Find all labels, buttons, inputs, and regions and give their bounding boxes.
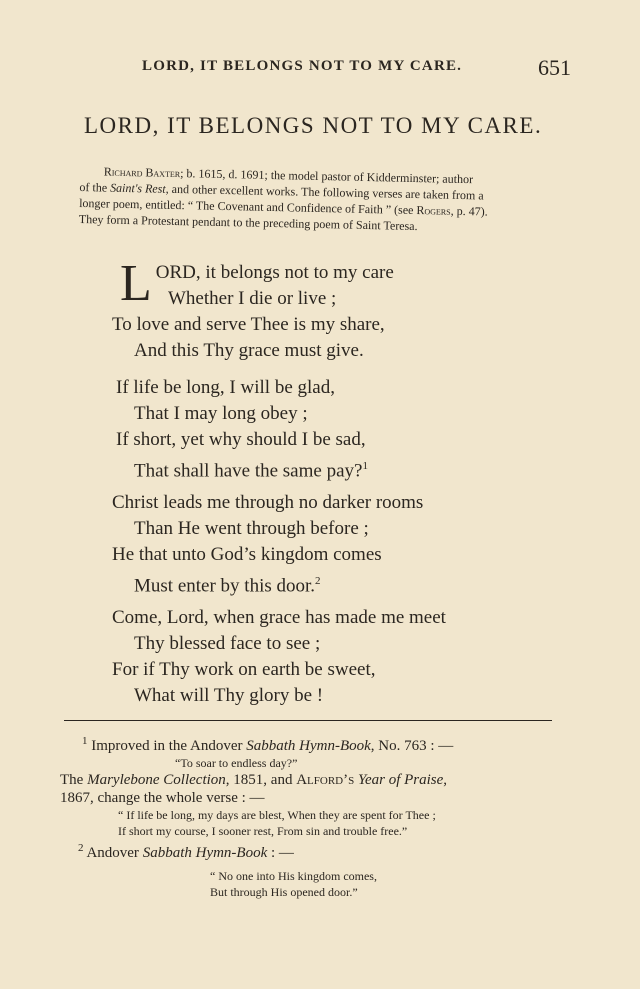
- footnote-text-line: [60, 771, 560, 789]
- poem-line: What will Thy glory be !: [134, 685, 324, 706]
- footnote-text: ,: [443, 772, 448, 788]
- footnote-verse: If short my course, I sooner rest, From sin and trouble free.”: [118, 824, 408, 838]
- author-dates: ; b. 1615, d. 1691; the model pastor of Kidderminster; author: [180, 166, 474, 187]
- footnote-book-title: Sabbath Hymn-Book: [246, 738, 371, 754]
- poem-line: [112, 568, 446, 597]
- stanza: [112, 255, 446, 364]
- footnote-book-title: Year of Praise: [357, 772, 444, 788]
- footnote-author: Alford’s: [296, 772, 355, 788]
- poem-line: And this Thy grace must give.: [134, 340, 364, 361]
- footnote-text: , No. 763 : —: [370, 738, 454, 754]
- footnote-text: Andover: [86, 845, 143, 861]
- intro-reference: Rogers: [416, 203, 451, 218]
- stanza: [112, 605, 446, 709]
- footnote-divider: [64, 720, 552, 721]
- poem-line: Whether I die or live ;: [168, 288, 337, 309]
- footnotes: [60, 732, 560, 900]
- poem-line: If short, yet why should I be sad,: [116, 429, 366, 450]
- poem-line: Than He went through before ;: [134, 518, 369, 539]
- page-number: 651: [538, 55, 571, 80]
- footnote-verse: “ No one into His kingdom comes,: [210, 869, 377, 883]
- intro-text: They form a Protestant pendant to the preceding poem of Saint Teresa.: [78, 211, 418, 234]
- poem-line: To love and serve Thee is my share,: [112, 314, 385, 335]
- footnote-mark: 2: [315, 575, 321, 587]
- poem-line: [112, 453, 446, 482]
- footnote-text: , 1851, and: [225, 772, 297, 788]
- running-title: LORD, IT BELONGS NOT TO MY CARE.: [142, 58, 463, 74]
- poem-line: For if Thy work on earth be sweet,: [112, 659, 376, 680]
- footnote-text: Improved in the Andover: [91, 738, 247, 754]
- author-name: Richard Baxter: [103, 164, 181, 181]
- poem-line: He that unto God’s kingdom comes: [112, 544, 382, 565]
- hymn-text: [112, 255, 446, 720]
- poem-line: Come, Lord, when grace has made me meet: [112, 607, 446, 628]
- poem-line: Thy blessed face to see ;: [134, 633, 321, 654]
- stanza: [112, 375, 446, 482]
- footnote-number: 2: [78, 842, 84, 854]
- footnote-book-title: Marylebone Collection: [87, 772, 226, 788]
- intro-text: of the: [79, 179, 111, 195]
- footnote-verse: “ If life be long, my days are blest, When they are spent for Thee ;: [118, 808, 436, 822]
- intro-text: , p. 47).: [450, 203, 488, 219]
- footnote-verse: But through His opened door.”: [210, 885, 358, 899]
- footnote-book-title: Sabbath Hymn-Book: [142, 845, 268, 861]
- footnote-mark: 1: [362, 460, 368, 472]
- hymn-introduction: [79, 163, 578, 237]
- footnote-quote: “To soar to endless day?”: [175, 756, 298, 770]
- footnote-1: [60, 732, 560, 755]
- intro-text: longer poem, entitled: “ The Covenant and Confidence of Faith ” (see: [79, 195, 417, 218]
- poem-line: Christ leads me through no darker rooms: [112, 492, 424, 513]
- footnote-text: The: [60, 772, 88, 788]
- intro-text: , and other excellent works. The following verses are taken from a: [165, 181, 484, 203]
- footnote-2: [60, 839, 560, 862]
- poem-line-text: That shall have the same pay?: [134, 460, 363, 482]
- stanza: [112, 490, 446, 597]
- footnote-text: : —: [267, 845, 294, 861]
- poem-line: That I may long obey ;: [134, 403, 308, 424]
- drop-cap: L: [120, 255, 152, 312]
- poem-line-text: Must enter by this door.: [134, 575, 316, 597]
- poem-line-text: ORD, it belongs not to my care: [155, 262, 394, 283]
- hymn-title: LORD, IT BELONGS NOT TO MY CARE.: [84, 113, 543, 138]
- poem-line: If life be long, I will be glad,: [116, 377, 335, 398]
- footnote-text-line: 1867, change the whole verse : —: [60, 790, 265, 806]
- footnote-number: 1: [82, 735, 88, 747]
- intro-book-title: Saint's Rest: [110, 180, 166, 196]
